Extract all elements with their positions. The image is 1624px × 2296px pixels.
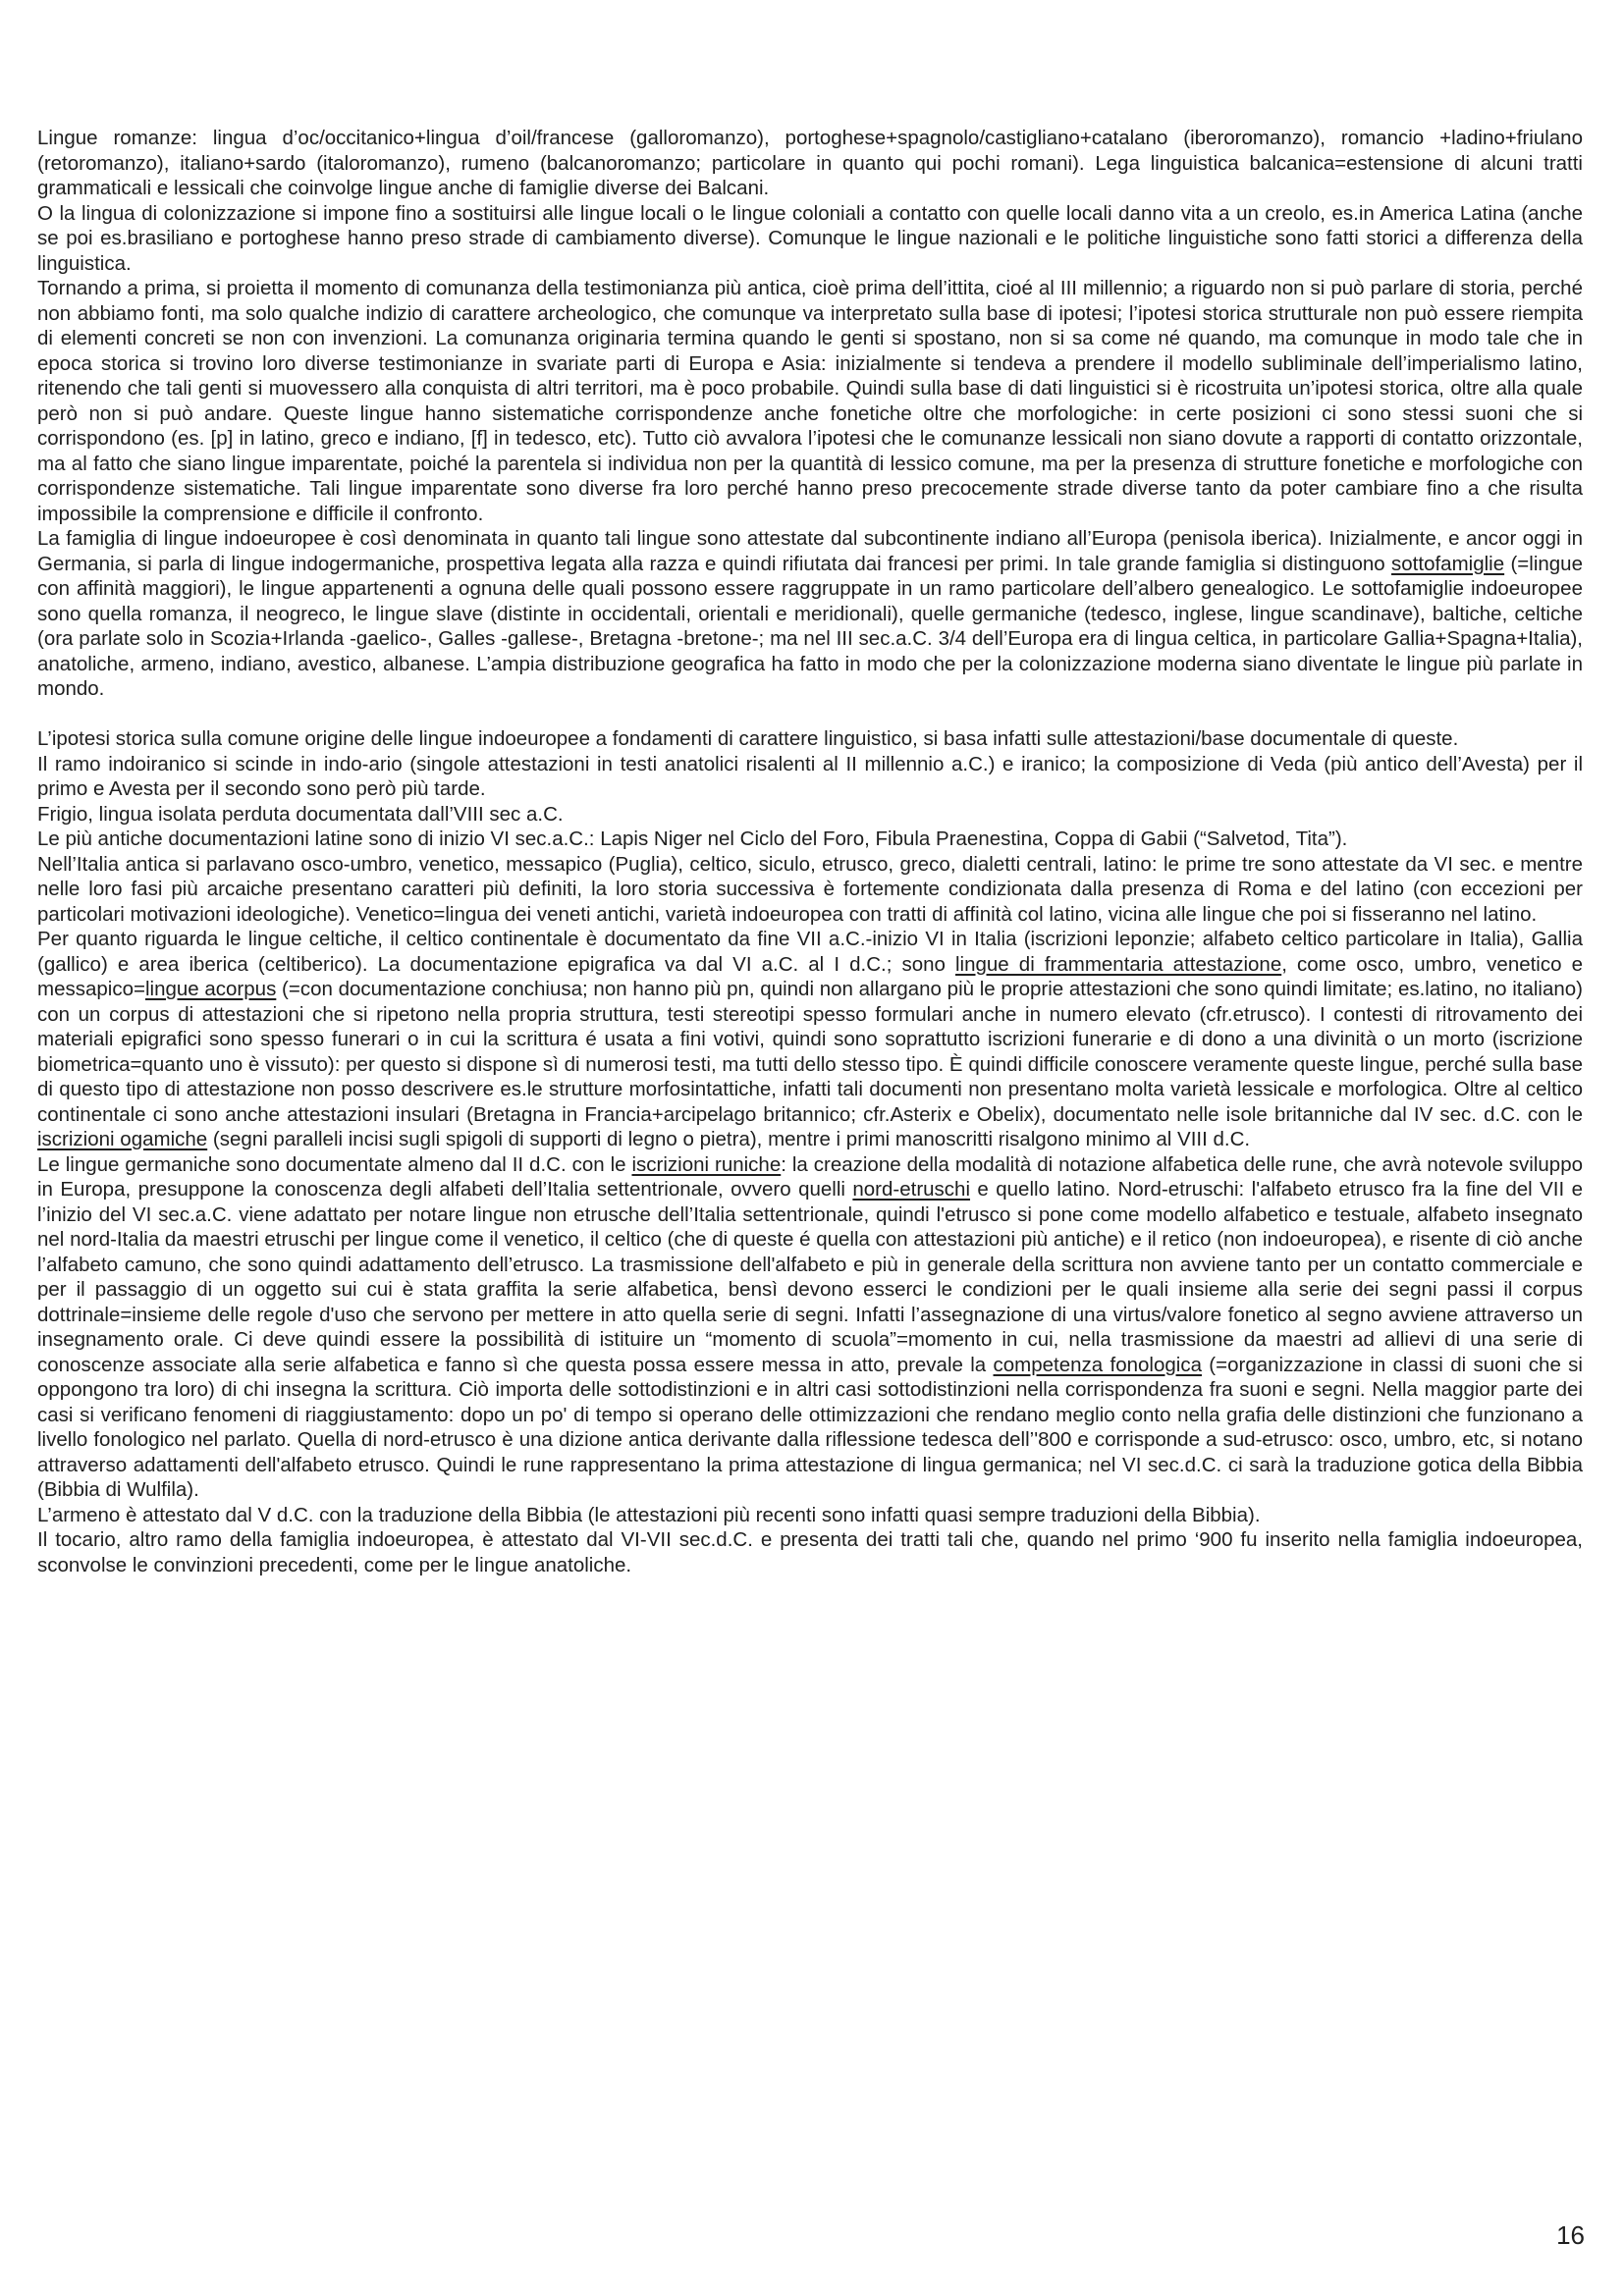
paragraph-comunanza-originaria: Tornando a prima, si proietta il momento di comunanza della testimonianza più antica, cioè prima dell’ittita, cioé al III millennio; a riguardo non si può parlare di storia, perché non abbiamo fonti, ma solo qualche indizio di carattere archeologico, che comunque va interpretato sulla base di ipotesi; l’ipotesi storica strutturale non può essere riempita di elementi concreti se non con invenzioni. La comunanza originaria termina quando le genti si spostano, non si sa come né quando, ma comunque in modo tale che in epoca storica si trovino loro diverse testimonianze in svariate parti di Europa e Asia: inizialmente si tendeva a prendere il modello subliminale dell’imperialismo latino, ritenendo che tali genti si muovessero alla conquista di altri territori, ma è poco probabile. Quindi sulla base di dati linguistici si è ricostruita un’ipotesi storica, oltre alla quale però non si può andare. Queste lingue hanno sistematiche corrispondenze anche fonetiche oltre che morfologiche: in certe posizioni ci sono stessi suoni che si corrispondono (es. [p] in latino, greco e indiano, [f] in tedesco, etc). Tutto ciò avvalora l’ipotesi che le comunanze lessicali non siano dovute a rapporti di contatto orizzontale, ma al fatto che siano lingue imparentate, poiché la parentela si individua non per la quantità di lessico comune, ma per la presenza di strutture fonetiche e morfologiche con corrispondenze sistematiche. Tali lingue imparentate sono diverse fra loro perché hanno preso precocemente strade diverse tanto da poter cambiare fino a che risulta impossibile la comprensione e difficile il confronto.: [37, 277, 1583, 525]
paragraph-lingue-romanze: Lingue romanze: lingua d’oc/occitanico+lingua d’oil/francese (galloromanzo), portoghese+spagnolo/castigliano+catalano (iberoromanzo), romancio +ladino+friulano (retoromanzo), italiano+sardo (italoromanzo), rumeno (balcanoromanzo; particolare in quanto qui pochi romani). Lega linguistica balcanica=estensione di alcuni tratti grammaticali e lessicali che coinvolge lingue anche di famiglie diverse dei Balcani.: [37, 127, 1583, 199]
underlined-term-lingue-acorpus: lingue acorpus: [144, 978, 277, 1000]
document-body: [37, 126, 1583, 1577]
paragraph-lingua-colonizzazione: O la lingua di colonizzazione si impone fino a sostituirsi alle lingue locali o le lingue coloniali a contatto con quelle locali danno vita a un creolo, es.in America Latina (anche se poi es.brasiliano e portoghese hanno preso strade di cambiamento diverse). Comunque le lingue nazionali e le politiche linguistiche sono fatti storici a differenza della linguistica.: [37, 201, 1583, 275]
paragraph-lingue-celtiche: Per quanto riguarda le lingue celtiche, il celtico continentale è documentato da fine VII a.C.-inizio VI in Italia (iscrizioni leponzie; alfabeto celtico particolare in Italia), Gallia (gallico) e area iberica (celtiberico). La documentazione epigrafica va dal VI a.C. al I d.C.; sono lingue di frammentaria attestazione, come osco, umbro, venetico e messapico=lingue acorpus (=con documentazione conchiusa; non hanno più pn, quindi non allargano più le proprie attestazioni che sono quindi limitate; es.latino, no italiano) con un corpus di attestazioni che si ripetono nella propria struttura, testi stereotipi spesso formulari anche in numero elevato (cfr.etrusco). I contesti di ritrovamento dei materiali epigrafici sono spesso funerari o in cui la scrittura é usata a fini votivi, quindi sono soprattutto iscrizioni funerarie e di dono a una divinità o un morto (iscrizione biometrica=quanto uno è vissuto): per questo si dispone sì di numerosi testi, ma tutti dello stesso tipo. È quindi difficile conoscere veramente queste lingue, perché sulla base di questo tipo di attestazione non posso descrivere es.le strutture morfosintattiche, infatti tali documenti non presentano molta varietà lessicale e morfologica. Oltre al celtico continentale ci sono anche attestazioni insulari (Bretagna in Francia+arcipelago britannico; cfr.Asterix e Obelix), documentato nelle isole britanniche dal IV sec. d.C. con le iscrizioni ogamiche (segni paralleli incisi sugli spigoli di supporti di legno o pietra), mentre i primi manoscritti risalgono minimo al VIII d.C.: [37, 928, 1584, 1150]
underlined-term-sottofamiglie: sottofamiglie: [1391, 552, 1505, 575]
underlined-term-nord-etruschi: nord-etruschi: [852, 1178, 971, 1201]
paragraph-documentazioni-latine: Le più antiche documentazioni latine sono di inizio VI sec.a.C.: Lapis Niger nel Ciclo del Foro, Fibula Praenestina, Coppa di Gabii (“Salvetod, Tita”).: [37, 828, 1348, 850]
underlined-term-frammentaria-attestazione: lingue di frammentaria attestazione: [955, 952, 1282, 976]
paragraph-armeno: L’armeno è attestato dal V d.C. con la traduzione della Bibbia (le attestazioni più recenti sono infatti quasi sempre traduzioni della Bibbia).: [37, 1503, 1261, 1526]
paragraph-frigio: Frigio, lingua isolata perduta documentata dall’VIII sec a.C.: [37, 802, 564, 826]
underlined-term-competenza-fonologica: competenza fonologica: [993, 1353, 1202, 1376]
paragraph-ramo-indoiranico: Il ramo indoiranico si scinde in indo-ario (singole attestazioni in testi anatolici risalenti al II millennio a.C.) e iranico; la composizione di Veda (più antico dell’Avesta) per il primo e Avesta per il secondo sono però più tarde.: [37, 752, 1583, 800]
paragraph-lingue-germaniche: Le lingue germaniche sono documentate almeno dal II d.C. con le iscrizioni runiche: la creazione della modalità di notazione alfabetica delle rune, che avrà notevole sviluppo in Europa, presuppone la conoscenza degli alfabeti dell’Italia settentrionale, ovvero quelli nord-etruschi e quello latino. Nord-etruschi: l'alfabeto etrusco fra la fine del VII e l’inizio del VI sec.a.C. viene adattato per notare lingue non etrusche dell’Italia settentrionale, quindi l'etrusco si pone come modello alfabetico e testuale, alfabeto insegnato nel nord-Italia da maestri etruschi per lingue come il venetico, il celtico (che di queste é quella con attestazioni più antiche) e il retico (non indoeuropea), e risente di ciò anche l’alfabeto camuno, che sono quindi adattamento dell’etrusco. La trasmissione dell'alfabeto e più in generale della scrittura non avviene tanto per un contatto commerciale e per il passaggio di un oggetto sui cui è stata graffita la serie alfabetica, bensì devono esserci le condizioni per le quali insieme alla serie dei segni passi il corpus dottrinale=insieme delle regole d'uso che servono per mettere in atto quella serie di segni. Infatti l’assegnazione di una virtus/valore fonetico al segno avviene attraverso un insegnamento orale. Ci deve quindi essere la possibilità di istituire un “momento di scuola”=momento in cui, nella trasmissione da maestri ad allievi di una serie di conoscenze associate alla serie alfabetica e fanno sì che questa possa essere messa in atto, prevale la competenza fonologica (=organizzazione in classi di suoni che si oppongono tra loro) di chi insegna la scrittura. Ciò importa delle sottodistinzioni e in altri casi sottodistinzioni nella corrispondenza fra suoni e segni. Nella maggior parte dei casi si verificano fenomeni di riaggiustamento: dopo un po' di tempo si operano delle ottimizzazioni che rendano meglio conto nella grafia delle distinzioni che funzionano a livello fonologico nel parlato. Quella di nord-etrusco è una dizione antica derivante dalla riflessione tedesca dell’'800 e corrisponde a sud-etrusco: osco, umbro, etc, si notano attraverso adattamenti dell'alfabeto etrusco. Quindi le rune rappresentano la prima attestazione di lingua germanica; nel VI sec.d.C. ci sarà la traduzione gotica della Bibbia (Bibbia di Wulfila).: [37, 1152, 1583, 1501]
paragraph-ipotesi-storica: L’ipotesi storica sulla comune origine delle lingue indoeuropee a fondamenti di carattere linguistico, si basa infatti sulle attestazioni/base documentale di queste.: [37, 727, 1459, 750]
page-number: 16: [1556, 2220, 1585, 2250]
paragraph-italia-antica: Nell’Italia antica si parlavano osco-umbro, venetico, messapico (Puglia), celtico, siculo, etrusco, greco, dialetti centrali, latino: le prime tre sono attestate da VI sec. e mentre nelle loro fasi più arcaiche presentano caratteri più definiti, la loro storia successiva è fortemente condizionata dalla presenza di Roma e del latino (con eccezioni per particolari motivazioni ideologiche). Venetico=lingua dei veneti antichi, varietà indoeuropea con tratti di affinità col latino, vicina alle lingue che poi si fisseranno nel latino.: [37, 852, 1583, 926]
paragraph-spacer: [37, 702, 1583, 727]
underlined-term-iscrizioni-ogamiche: iscrizioni ogamiche: [37, 1128, 208, 1150]
paragraph-famiglia-indoeuropea: La famiglia di lingue indoeuropee è così denominata in quanto tali lingue sono attestate dal subcontinente indiano all’Europa (penisola iberica). Inizialmente, e ancor oggi in Germania, si parla di lingue indogermaniche, prospettiva legata alla razza e quindi rifiutata dai francesi per primi. In tale grande famiglia si distinguono sottofamiglie (=lingue con affinità maggiori), le lingue appartenenti a ognuna delle quali possono essere raggruppate in un ramo particolare dell’albero genealogico. Le sottofamiglie indoeuropee sono quella romanza, il neogreco, le lingue slave (distinte in occidentali, orientali e meridionali), quelle germaniche (tedesco, inglese, lingue scandinave), baltiche, celtiche (ora parlate solo in Scozia+Irlanda -gaelico-, Galles -gallese-, Bretagna -bretone-; ma nel III sec.a.C. 3/4 dell’Europa era di lingua celtica, in particolare Gallia+Spagna+Italia), anatoliche, armeno, indiano, avestico, albanese. L’ampia distribuzione geografica ha fatto in modo che per la colonizzazione moderna siano diventate le lingue più parlate in mondo.: [37, 527, 1583, 700]
paragraph-tocario: Il tocario, altro ramo della famiglia indoeuropea, è attestato dal VI-VII sec.d.C. e presenta dei tratti tali che, quando nel primo ‘900 fu inserito nella famiglia indoeuropea, sconvolse le convinzioni precedenti, come per le lingue anatoliche.: [37, 1528, 1583, 1576]
underlined-term-iscrizioni-runiche: iscrizioni runiche: [631, 1152, 782, 1176]
